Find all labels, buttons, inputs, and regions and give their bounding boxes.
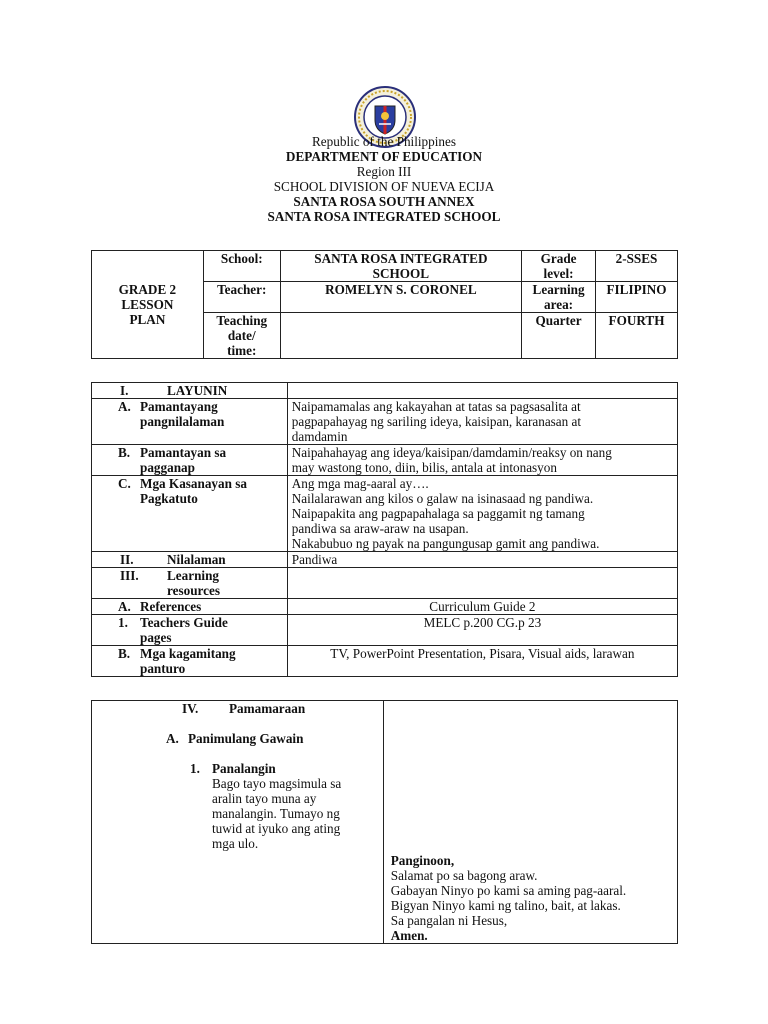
- date-label-line: time:: [227, 343, 257, 358]
- label-line: pagganap: [140, 460, 195, 475]
- quarter-value: FOURTH: [596, 313, 678, 359]
- area-label-line: Learning: [532, 282, 585, 297]
- letterhead-line-region: Region III: [356, 164, 412, 179]
- section-number: III.: [120, 568, 139, 583]
- school-label: School:: [203, 251, 280, 282]
- teachers-guide-value: MELC p.200 CG.p 23: [287, 615, 677, 646]
- item-number: 1.: [118, 615, 128, 630]
- item-letter: A.: [118, 399, 131, 414]
- letterhead-line-annex: SANTA ROSA SOUTH ANNEX: [293, 194, 475, 209]
- objectives-table: [91, 382, 678, 677]
- empty-cell: [287, 383, 677, 399]
- teacher-label: Teacher:: [203, 282, 280, 313]
- teaching-date-value: [280, 313, 521, 359]
- plan-title: LESSON: [121, 297, 174, 312]
- label-line: Teachers Guide: [140, 615, 228, 630]
- subsection-title: Panimulang Gawain: [188, 731, 304, 746]
- prayer-line: Bigyan Ninyo kami ng talino, bait, at lakas.: [390, 898, 621, 913]
- area-label-line: area:: [544, 297, 574, 312]
- label-line: Mga Kasanayan sa: [140, 476, 247, 491]
- content-value: Pandiwa: [287, 552, 677, 568]
- instruction-line: manalangin. Tumayo ng: [212, 806, 340, 821]
- item-letter: A.: [118, 599, 131, 614]
- section-title: Pamamaraan: [229, 701, 306, 716]
- letterhead-line-division: SCHOOL DIVISION OF NUEVA ECIJA: [273, 179, 495, 194]
- text-line: pagpapahayag ng sariling ideya, kaisipan, karanasan at: [291, 414, 582, 429]
- section-two-heading: [92, 552, 288, 568]
- quarter-label: Quarter: [522, 313, 596, 359]
- item-letter: B.: [118, 445, 131, 460]
- text-line: Nailalarawan ang kilos o galaw na isinasaad ng pandiwa.: [291, 491, 594, 506]
- section-one-heading: [92, 383, 288, 399]
- grade-level-label: [522, 251, 596, 282]
- text-line: pandiwa sa araw-araw na usapan.: [291, 521, 469, 536]
- label-line: Pamantayan sa: [140, 445, 227, 460]
- text-line: Naipapakita ang pagpapahalaga sa paggamit ng tamang: [291, 506, 585, 521]
- text-line: Ang mga mag-aaral ay….: [291, 476, 429, 491]
- teacher-activity-cell: [92, 701, 384, 944]
- text-line: may wastong tono, diin, bilis, antala at intonasyon: [291, 460, 557, 475]
- teaching-date-label: [203, 313, 280, 359]
- section-title: Nilalaman: [167, 552, 226, 567]
- learning-area-label: [522, 282, 596, 313]
- content-standard-label: [92, 399, 288, 445]
- student-activity-cell: [383, 701, 677, 944]
- label-line: Pagkatuto: [140, 491, 198, 506]
- instruction-line: aralin tayo muna ay: [212, 791, 317, 806]
- date-label-line: Teaching: [216, 313, 268, 328]
- date-label-line: date/: [227, 328, 256, 343]
- materials-value: TV, PowerPoint Presentation, Pisara, Visual aids, larawan: [287, 646, 677, 677]
- grade-level-value: 2-SSES: [596, 251, 678, 282]
- grade-label-line: level:: [543, 266, 574, 281]
- text-line: Naipahahayag ang ideya/kaisipan/damdamin/reaksy on nang: [291, 445, 612, 460]
- item-letter: B.: [118, 646, 131, 661]
- materials-label: [92, 646, 288, 677]
- empty-cell: [287, 568, 677, 599]
- prayer-line: Sa pangalan ni Hesus,: [390, 913, 508, 928]
- prayer-line: Salamat po sa bagong araw.: [390, 868, 538, 883]
- letterhead-line-republic: Republic of the Philippines: [312, 134, 456, 149]
- instruction-line: tuwid at iyuko ang ating: [212, 821, 341, 836]
- prayer-line: Panginoon,: [390, 853, 455, 868]
- competencies-label: [92, 476, 288, 552]
- item-number: 1.: [190, 761, 200, 776]
- letterhead-line-department: DEPARTMENT OF EDUCATION: [285, 149, 483, 164]
- letterhead: [0, 134, 768, 224]
- item-letter: C.: [118, 476, 131, 491]
- grade-label-line: Grade: [540, 251, 577, 266]
- competencies-text: [287, 476, 677, 552]
- plan-title: GRADE 2: [118, 282, 177, 297]
- section-three-heading: [92, 568, 288, 599]
- school-value: [280, 251, 521, 282]
- lesson-info-table: [91, 250, 678, 359]
- label-line: pages: [140, 630, 172, 645]
- activity-title: Panalangin: [212, 761, 276, 776]
- plan-title-cell: [92, 251, 204, 359]
- procedure-table: [91, 700, 678, 944]
- school-value-line: SANTA ROSA INTEGRATED: [314, 251, 488, 266]
- text-line: damdamin: [291, 429, 348, 444]
- instruction-line: mga ulo.: [212, 836, 259, 851]
- text-line: Naipamamalas ang kakayahan at tatas sa pagsasalita at: [291, 399, 581, 414]
- section-number: II.: [120, 552, 134, 567]
- teachers-guide-label: [92, 615, 288, 646]
- text-line: Nakabubuo ng payak na pangungusap gamit ang pandiwa.: [291, 536, 600, 551]
- plan-title: PLAN: [129, 312, 166, 327]
- label-line: Mga kagamitang: [140, 646, 236, 661]
- prayer-line: Amen.: [390, 928, 428, 943]
- teacher-value: ROMELYN S. CORONEL: [280, 282, 521, 313]
- section-title: Learning: [167, 568, 220, 583]
- item-letter: A.: [166, 731, 179, 746]
- references-label: [92, 599, 288, 615]
- label-line: References: [140, 599, 202, 614]
- performance-standard-label: [92, 445, 288, 476]
- label-line: pangnilalaman: [140, 414, 225, 429]
- school-value-line: SCHOOL: [372, 266, 430, 281]
- label-line: Pamantayang: [140, 399, 218, 414]
- references-value: Curriculum Guide 2: [287, 599, 677, 615]
- prayer-line: Gabayan Ninyo po kami sa aming pag-aaral.: [390, 883, 627, 898]
- content-standard-text: [287, 399, 677, 445]
- label-line: panturo: [140, 661, 186, 676]
- performance-standard-text: [287, 445, 677, 476]
- section-number: I.: [120, 383, 129, 398]
- section-number: IV.: [182, 701, 199, 716]
- section-title: resources: [167, 583, 220, 598]
- section-title: LAYUNIN: [167, 383, 228, 398]
- instruction-line: Bago tayo magsimula sa: [212, 776, 342, 791]
- learning-area-value: FILIPINO: [596, 282, 678, 313]
- letterhead-line-school: SANTA ROSA INTEGRATED SCHOOL: [267, 209, 501, 224]
